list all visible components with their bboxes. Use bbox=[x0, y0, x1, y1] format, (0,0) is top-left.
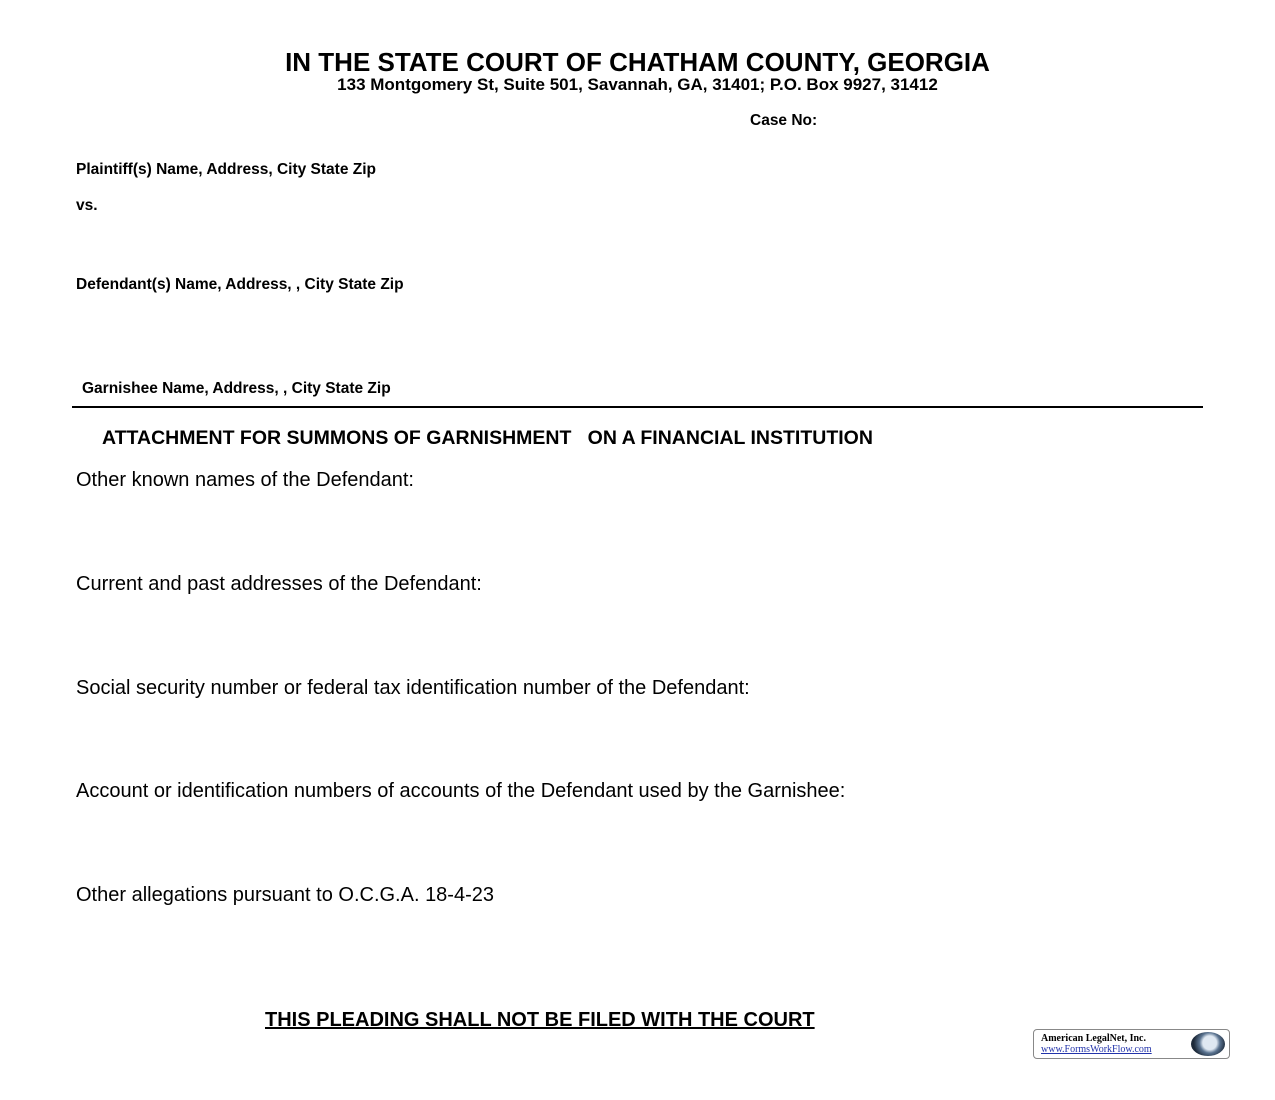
form-title: ATTACHMENT FOR SUMMONS OF GARNISHMENT ON A FINANCIAL INSTITUTION bbox=[102, 427, 873, 449]
divider-line bbox=[72, 406, 1203, 408]
field-addresses: Current and past addresses of the Defendant: bbox=[76, 573, 482, 595]
logo-url[interactable]: www.FormsWorkFlow.com bbox=[1041, 1044, 1152, 1055]
field-other-allegations: Other allegations pursuant to O.C.G.A. 18-4-23 bbox=[76, 884, 494, 906]
field-account-numbers: Account or identification numbers of accounts of the Defendant used by the Garnishee: bbox=[76, 780, 846, 802]
publisher-logo bbox=[1033, 1029, 1230, 1059]
defendant-label: Defendant(s) Name, Address, , City State Zip bbox=[76, 276, 404, 293]
court-address: 133 Montgomery St, Suite 501, Savannah, GA, 31401; P.O. Box 9927, 31412 bbox=[337, 75, 938, 94]
logo-name: American LegalNet, Inc. bbox=[1041, 1033, 1146, 1044]
field-other-names: Other known names of the Defendant: bbox=[76, 469, 414, 491]
field-ssn-tin: Social security number or federal tax identification number of the Defendant: bbox=[76, 677, 750, 699]
plaintiff-label: Plaintiff(s) Name, Address, City State Zip bbox=[76, 161, 377, 178]
globe-icon bbox=[1191, 1032, 1225, 1056]
court-title: IN THE STATE COURT OF CHATHAM COUNTY, GEORGIA bbox=[285, 47, 990, 77]
versus-label: vs. bbox=[76, 197, 98, 214]
filing-notice: THIS PLEADING SHALL NOT BE FILED WITH THE COURT bbox=[265, 1009, 815, 1031]
garnishee-label: Garnishee Name, Address, , City State Zip bbox=[82, 380, 391, 397]
case-number-label: Case No: bbox=[750, 112, 818, 129]
